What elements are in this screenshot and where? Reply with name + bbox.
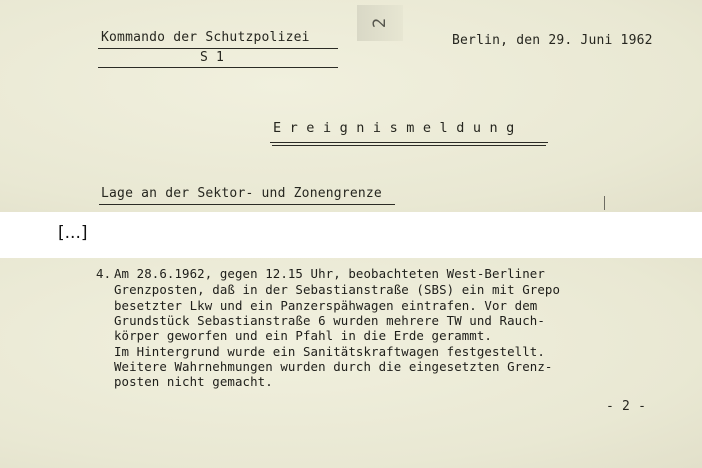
- report-line: Am 28.6.1962, gegen 12.15 Uhr, beobachteten West-Berliner: [114, 266, 545, 281]
- report-line: Weitere Wahrnehmungen wurden durch die eingesetzten Grenz-: [114, 359, 553, 374]
- report-line: besetzter Lkw und ein Panzerspähwagen eintrafen. Vor dem: [114, 298, 538, 313]
- report-line: Im Hintergrund wurde ein Sanitätskraftwagen festgestellt.: [114, 344, 545, 359]
- margin-mark: [604, 196, 605, 210]
- item-number: 4.: [96, 266, 112, 281]
- title-underline-1: [270, 142, 548, 143]
- archive-number-stamp: 2: [357, 5, 403, 41]
- document-title: E r e i g n i s m e l d u n g: [273, 120, 515, 136]
- title-underline-2: [272, 145, 546, 146]
- report-line: Grundstück Sebastianstraße 6 wurden mehrere TW und Rauch-: [114, 313, 545, 328]
- report-line: Grenzposten, daß in der Sebastianstraße (SBS) ein mit Grepo: [114, 282, 561, 297]
- department-underline: [98, 48, 338, 49]
- report-line: posten nicht gemacht.: [114, 374, 273, 389]
- unit-label: S 1: [200, 50, 225, 65]
- unit-underline: [98, 67, 338, 68]
- omission-band: [0, 212, 702, 258]
- place-date: Berlin, den 29. Juni 1962: [452, 33, 653, 48]
- department-name: Kommando der Schutzpolizei: [101, 30, 310, 45]
- omission-marker: [...]: [58, 223, 88, 243]
- section-heading: Lage an der Sektor- und Zonengrenze: [101, 186, 382, 201]
- report-line: körper geworfen und ein Pfahl in die Erde gerammt.: [114, 328, 492, 343]
- page-continuation: - 2 -: [606, 399, 647, 414]
- section-heading-underline: [99, 204, 395, 205]
